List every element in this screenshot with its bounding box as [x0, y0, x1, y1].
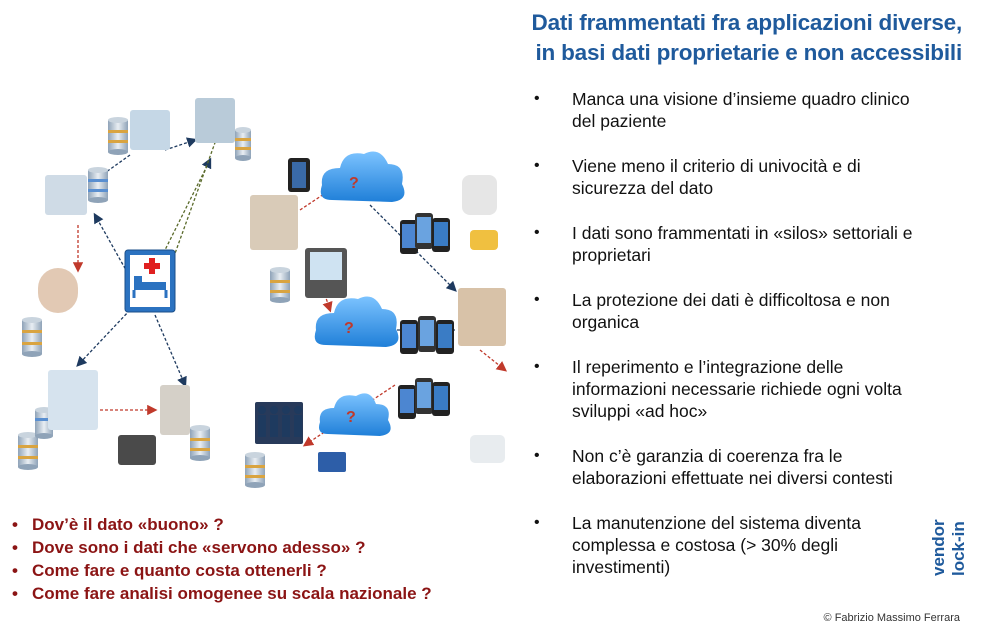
- lockin-text: lock-in: [949, 521, 968, 576]
- question-item: • Come fare analisi omogenee su scala nazionale ?: [10, 582, 432, 605]
- list-item: • I dati sono frammentati in «silos» settoriali e proprietari: [532, 222, 932, 266]
- list-item: • Viene meno il criterio di univocità e di sicurezza del dato: [532, 155, 932, 199]
- smartphone-icon: [398, 213, 454, 419]
- cloud-question-mark: ?: [346, 409, 356, 426]
- question-item: • Come fare e quanto costa ottenerli ?: [10, 559, 432, 582]
- cloud-question-mark: ?: [344, 320, 354, 337]
- title-line-2: in basi dati proprietarie e non accessibili: [535, 40, 962, 65]
- slide-title: [532, 8, 962, 68]
- data-fragmentation-diagram: [0, 80, 530, 500]
- questions-list: [10, 513, 432, 605]
- question-item: • Dov’è il dato «buono» ?: [10, 513, 432, 536]
- list-item: • Il reperimento e l’integrazione delle informazioni necessarie richiede ogni volta sviluppi «ad hoc»: [532, 356, 932, 422]
- issues-list: [532, 88, 932, 601]
- vendor-lockin-label: [922, 498, 972, 578]
- copyright-notice: © Fabrizio Massimo Ferrara: [823, 612, 960, 624]
- question-item: • Dove sono i dati che «servono adesso» ?: [10, 536, 432, 559]
- title-line-1: Dati frammentati fra applicazioni diverse,: [531, 10, 962, 35]
- list-item: • La protezione dei dati è difficoltosa e non organica: [532, 289, 932, 333]
- vendor-text: vendor: [929, 519, 948, 576]
- cloud-question-mark: ?: [349, 175, 359, 192]
- list-item: • La manutenzione del sistema diventa complessa e costosa (> 30% degli investimenti): [532, 512, 932, 578]
- list-item: • Manca una visione d’insieme quadro clinico del paziente: [532, 88, 932, 132]
- list-item: • Non c’è garanzia di coerenza fra le elaborazioni effettuate nei diversi contesti: [532, 445, 932, 489]
- hospital-bed-icon: [125, 250, 175, 312]
